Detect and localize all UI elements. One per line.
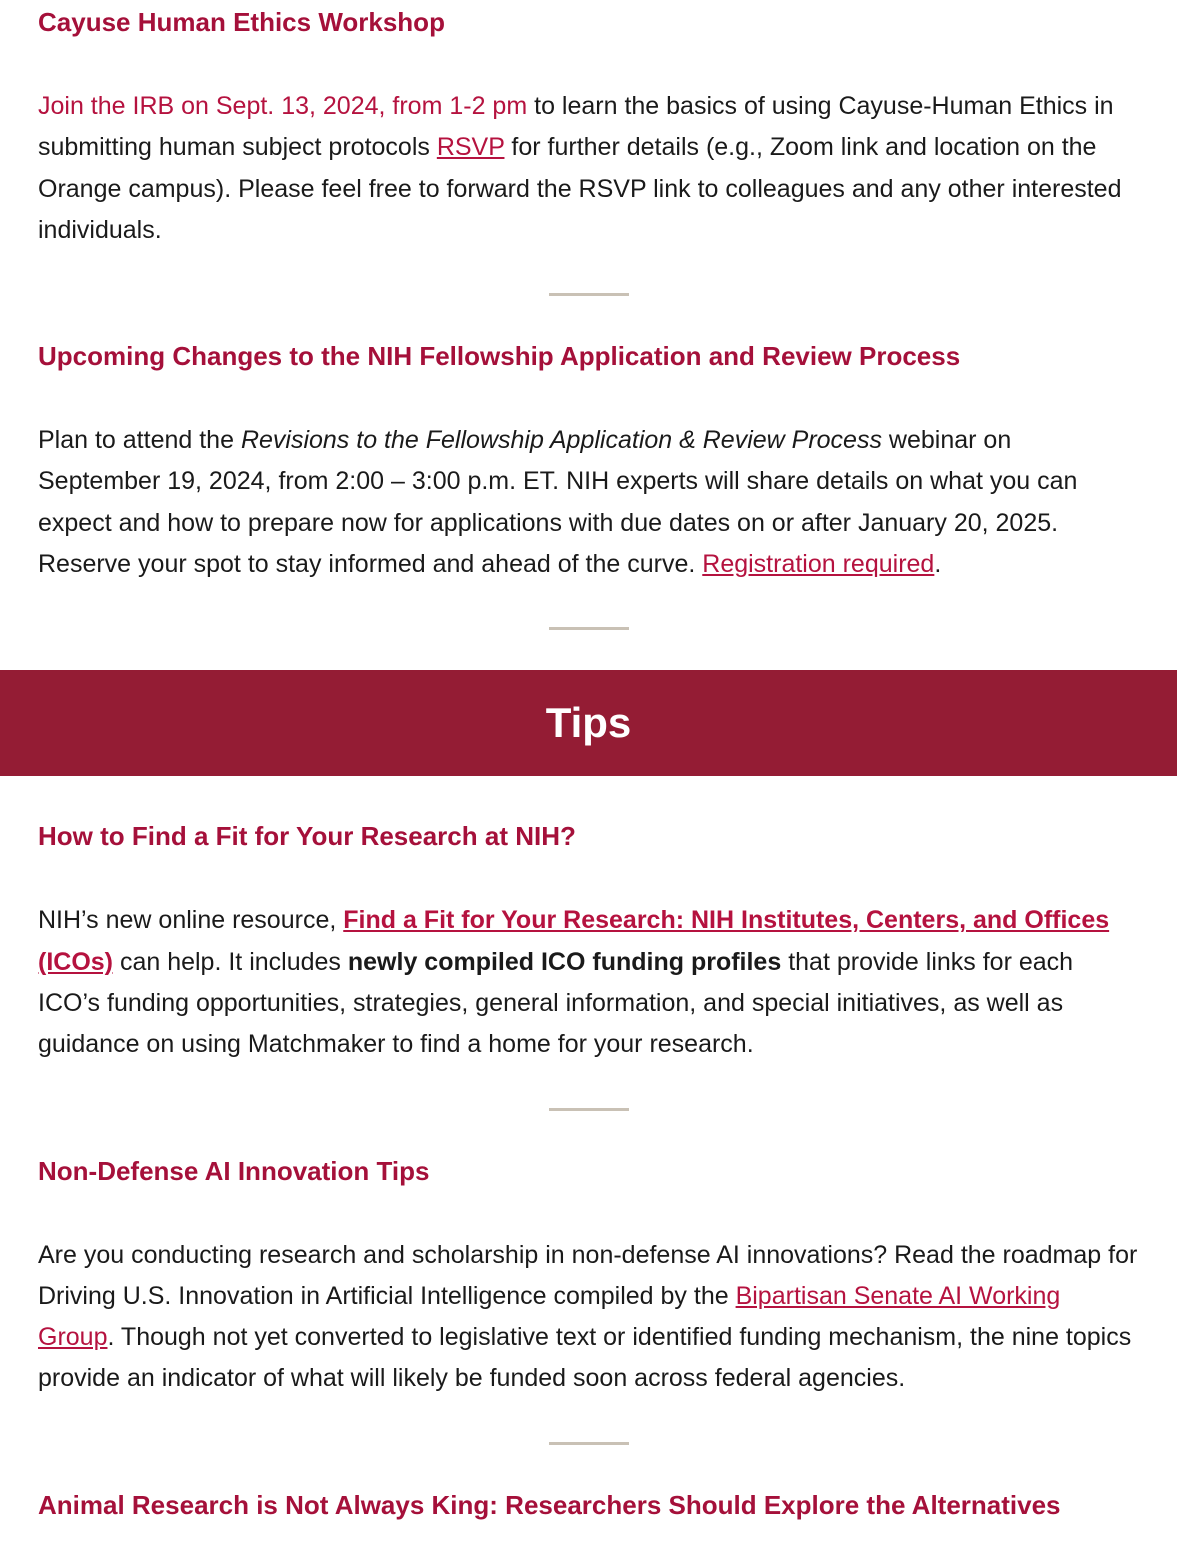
event-date-text: Join the IRB on Sept. 13, 2024, from 1-2 pm <box>38 92 528 120</box>
article-title: Upcoming Changes to the NIH Fellowship Application and Review Process <box>38 341 961 372</box>
tip-title: Animal Research is Not Always King: Researchers Should Explore the Alternatives <box>38 1489 1061 1520</box>
section-banner-tips: Tips <box>0 670 1177 776</box>
article-nih-fellowship <box>0 296 1177 585</box>
divider <box>549 627 629 630</box>
tip-body: Are you conducting research and scholarship in non-defense AI innovations? Read the roadmap for Driving U.S. Innovation in Artificial Intelligence compiled by the Bipartisan Senate AI Working Group. Though not yet converted to legislative text or identified funding mechanism, the nine topics provide an indicator of what will likely be funded soon across federal agencies. <box>38 1240 1138 1393</box>
tip-title: How to Find a Fit for Your Research at NIH? <box>38 821 576 852</box>
registration-link[interactable]: Registration required <box>702 550 935 579</box>
tip-body: NIH’s new online resource, Find a Fit for Your Research: NIH Institutes, Centers, and Offices (ICOs) can help. It includes newly compiled ICO funding profiles that provide links for each ICO’s funding opportunities, strategies, general information, and special initiatives, as well as guidance on using Matchmaker to find a home for your research. <box>38 906 1110 1059</box>
tip-title: Non-Defense AI Innovation Tips <box>38 1155 430 1186</box>
tip-ai-innovation <box>0 1111 1177 1400</box>
tip-animal-research <box>0 1445 1177 1521</box>
tip-nih-fit <box>0 776 1177 1065</box>
article-title: Cayuse Human Ethics Workshop <box>38 7 445 37</box>
rsvp-link[interactable]: RSVP <box>436 133 505 162</box>
article-body: Join the IRB on Sept. 13, 2024, from 1-2 pm to learn the basics of using Cayuse-Human Ethics in submitting human subject protocols RSVP for further details (e.g., Zoom link and location on the Orange campus). Please feel free to forward the RSVP link to colleagues and any other interested individuals. <box>38 92 1122 244</box>
article-body: Plan to attend the Revisions to the Fellowship Application & Review Process webinar on September 19, 2024, from 2:00 – 3:00 p.m. ET. NIH experts will share details on what you can expect and how to prepare now for applications with due dates on or after January 20, 2025. Reserve your spot to stay informed and ahead of the curve. Registration required. <box>38 426 1078 579</box>
find-a-fit-link[interactable]: Find a Fit for Your Research: NIH Institutes, Centers, and Offices (ICOs) <box>38 906 1110 976</box>
article-cayuse <box>0 0 1177 251</box>
senate-ai-working-group-link[interactable]: Bipartisan Senate AI Working Group <box>38 1281 1061 1352</box>
